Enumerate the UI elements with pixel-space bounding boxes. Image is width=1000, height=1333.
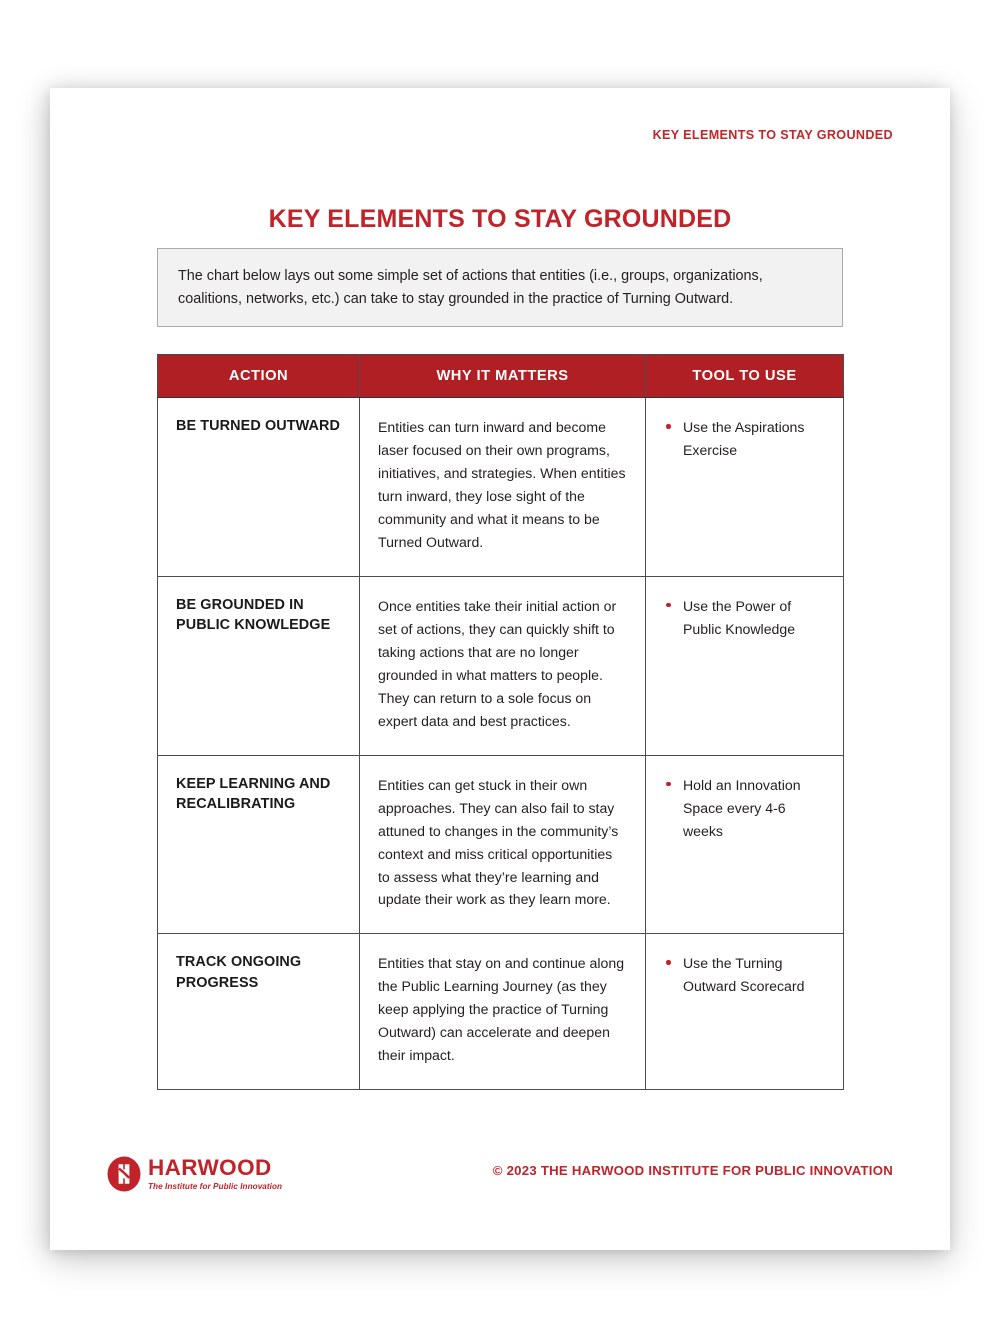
table-body — [158, 398, 844, 1090]
logo-word: HARWOOD — [148, 1155, 272, 1181]
tool-label: Use the Turning Outward Scorecard — [683, 955, 805, 995]
cell-action: KEEP LEARNING AND RECALIBRATING — [158, 755, 360, 934]
column-header-action: ACTION — [158, 355, 360, 398]
running-head: KEY ELEMENTS TO STAY GROUNDED — [652, 128, 893, 142]
column-header-why-it-matters: WHY IT MATTERS — [360, 355, 646, 398]
bullet-icon — [666, 424, 671, 429]
bullet-icon — [666, 960, 671, 965]
cell-tool-to-use — [646, 398, 844, 577]
table-row — [158, 398, 844, 577]
list-item — [664, 595, 825, 641]
cell-tool-to-use — [646, 934, 844, 1090]
column-header-tool-to-use: TOOL TO USE — [646, 355, 844, 398]
cell-action: BE GROUNDED IN PUBLIC KNOWLEDGE — [158, 576, 360, 755]
logo-tagline: The Institute for Public Innovation — [148, 1181, 283, 1191]
tool-list — [664, 952, 825, 998]
cell-action: BE TURNED OUTWARD — [158, 398, 360, 577]
harwood-emblem-icon — [107, 1156, 141, 1192]
cell-why-it-matters: Once entities take their initial action or set of actions, they can quickly shift to taking actions that are no longer grounded in what matters to people. They can return to a sole focus on expert data and best practices. — [360, 576, 646, 755]
table-row — [158, 576, 844, 755]
list-item — [664, 774, 825, 843]
cell-why-it-matters: Entities that stay on and continue along the Public Learning Journey (as they keep applying the practice of Turning Outward) can accelerate and deepen their impact. — [360, 934, 646, 1090]
cell-tool-to-use — [646, 755, 844, 934]
tool-list — [664, 595, 825, 641]
table-row — [158, 755, 844, 934]
tool-label: Use the Aspirations Exercise — [683, 419, 805, 458]
key-elements-table — [157, 354, 844, 1090]
cell-action: TRACK ONGOING PROGRESS — [158, 934, 360, 1090]
tool-label: Use the Power of Public Knowledge — [683, 597, 796, 637]
cell-why-it-matters: Entities can get stuck in their own approaches. They can also fail to stay attuned to changes in the community’s context and miss critical opportunities to assess what they’re learning and update their work as they learn more. — [360, 755, 646, 934]
bullet-icon — [666, 603, 671, 608]
intro-paragraph: The chart below lays out some simple set of actions that entities (i.e., groups, organizations, coalitions, networks, etc.) can take to stay grounded in the practice of Turning Outward. — [178, 268, 763, 308]
table-header — [158, 355, 844, 398]
intro-callout-box — [157, 248, 843, 327]
document-page — [50, 88, 950, 1250]
cell-why-it-matters: Entities can turn inward and become laser focused on their own programs, initiatives, and strategies. When entities turn inward, they lose sight of the community and what it means to be Turned Outward. — [360, 398, 646, 577]
tool-label: Hold an Innovation Space every 4-6 weeks — [683, 776, 801, 839]
logo-wordmark — [148, 1157, 282, 1191]
page-title: KEY ELEMENTS TO STAY GROUNDED — [268, 204, 732, 233]
harwood-logo — [107, 1156, 282, 1192]
list-item — [664, 416, 825, 462]
cell-tool-to-use — [646, 576, 844, 755]
list-item — [664, 952, 825, 998]
tool-list — [664, 416, 825, 462]
tool-list — [664, 774, 825, 843]
table-row — [158, 934, 844, 1090]
bullet-icon — [666, 782, 671, 787]
table-header-row — [158, 355, 844, 398]
copyright-notice: © 2023 THE HARWOOD INSTITUTE FOR PUBLIC INNOVATION — [492, 1163, 893, 1178]
